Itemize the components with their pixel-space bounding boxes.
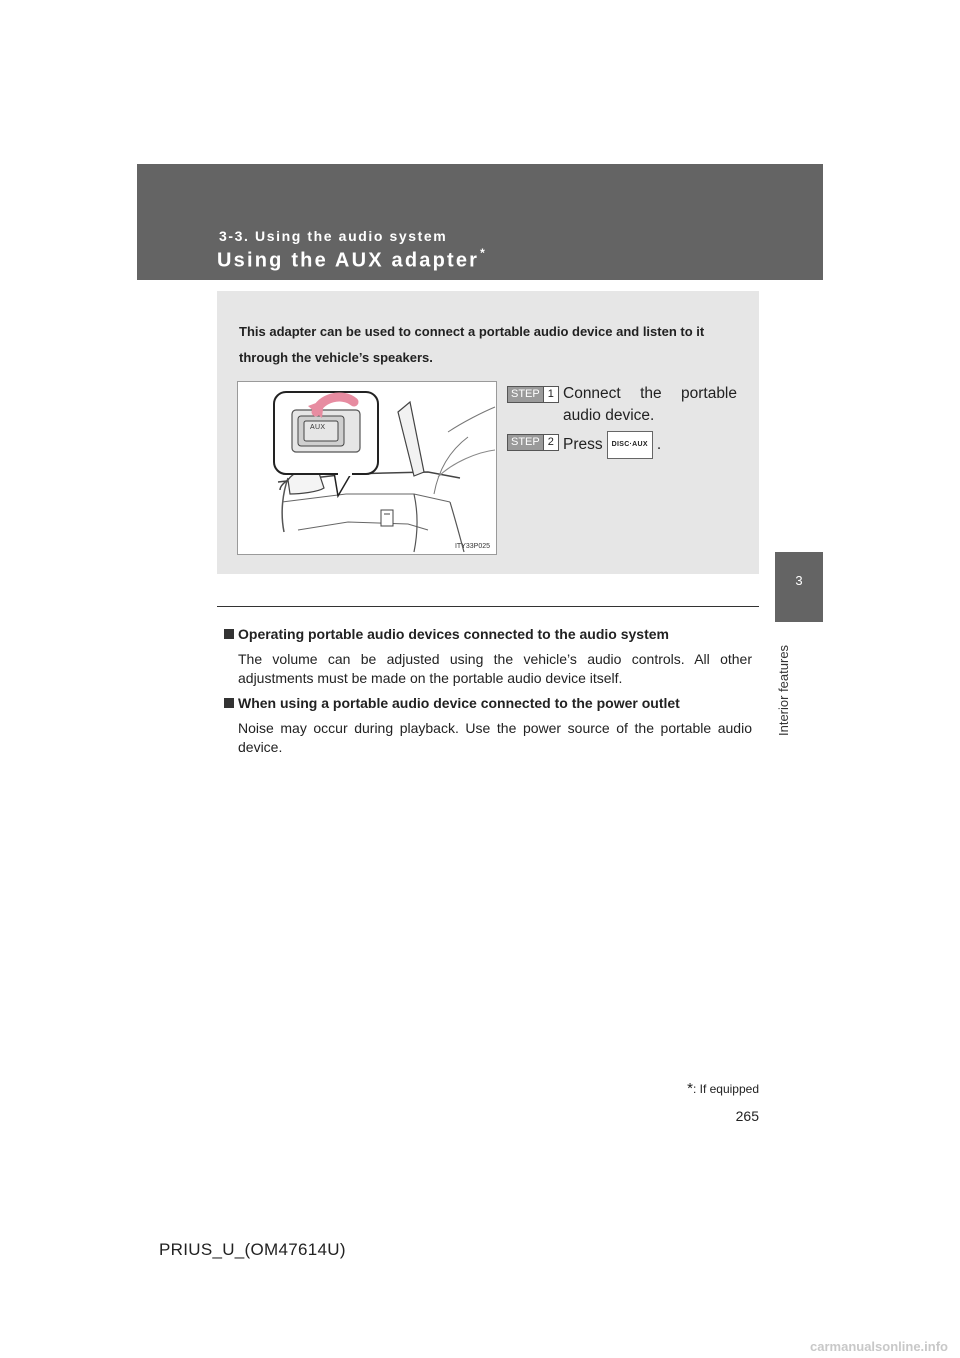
divider <box>217 606 759 607</box>
watermark: carmanualsonline.info <box>810 1339 948 1354</box>
chapter-number: 3 <box>795 573 803 588</box>
step-2 <box>507 431 737 459</box>
chapter-label: Interior features <box>776 644 791 736</box>
step-list <box>507 383 737 463</box>
note-heading-text: Operating portable audio devices connected to the audio system <box>238 626 669 642</box>
aux-illustration <box>237 381 497 555</box>
note-body: The volume can be adjusted using the vehicle’s audio controls. All other adjustments must be made on the portable audio device itself. <box>238 651 752 686</box>
footnote <box>620 1080 759 1097</box>
step-text: Connect the portable <box>563 385 737 402</box>
step-badge <box>507 386 559 403</box>
page-number: 265 <box>735 1108 759 1124</box>
page-title <box>217 248 487 273</box>
note-heading <box>224 625 752 644</box>
step-text: Press <box>563 436 603 454</box>
step-badge-word: STEP <box>511 436 540 448</box>
notes-section <box>224 625 752 763</box>
aux-callout-label: AUX <box>310 424 326 431</box>
figure-code: ITY33P025 <box>454 543 490 550</box>
note-heading-text: When using a portable audio device connected to the power outlet <box>238 695 680 711</box>
document-code: PRIUS_U_(OM47614U) <box>159 1240 346 1259</box>
footnote-text: : If equipped <box>692 1082 759 1096</box>
asterisk-icon: * <box>687 1080 693 1097</box>
page-title-text: Using the AUX adapter <box>217 249 480 272</box>
step-text: audio device. <box>563 407 655 424</box>
intro-text: This adapter can be used to connect a portable audio device and listen to it through the vehicle’s speakers. <box>239 324 705 365</box>
chapter-side-label <box>776 632 796 736</box>
chapter-header <box>137 164 823 280</box>
step-badge-word: STEP <box>511 388 540 400</box>
step-text-end: . <box>656 436 662 454</box>
console-drawing-icon <box>238 382 496 554</box>
step-badge <box>507 434 559 451</box>
step-badge-number: 2 <box>543 435 558 450</box>
chapter-tab <box>775 552 823 622</box>
note-body: Noise may occur during playback. Use the power source of the portable audio device. <box>238 720 752 755</box>
square-bullet-icon <box>224 629 234 639</box>
square-bullet-icon <box>224 698 234 708</box>
section-label: 3-3. Using the audio system <box>219 228 448 244</box>
step-1 <box>507 383 737 427</box>
title-asterisk: * <box>480 246 488 260</box>
step-badge-number: 1 <box>543 387 558 402</box>
info-box <box>217 291 759 574</box>
note-heading <box>224 694 752 713</box>
disc-aux-button-icon: DISC·AUX <box>607 431 653 459</box>
